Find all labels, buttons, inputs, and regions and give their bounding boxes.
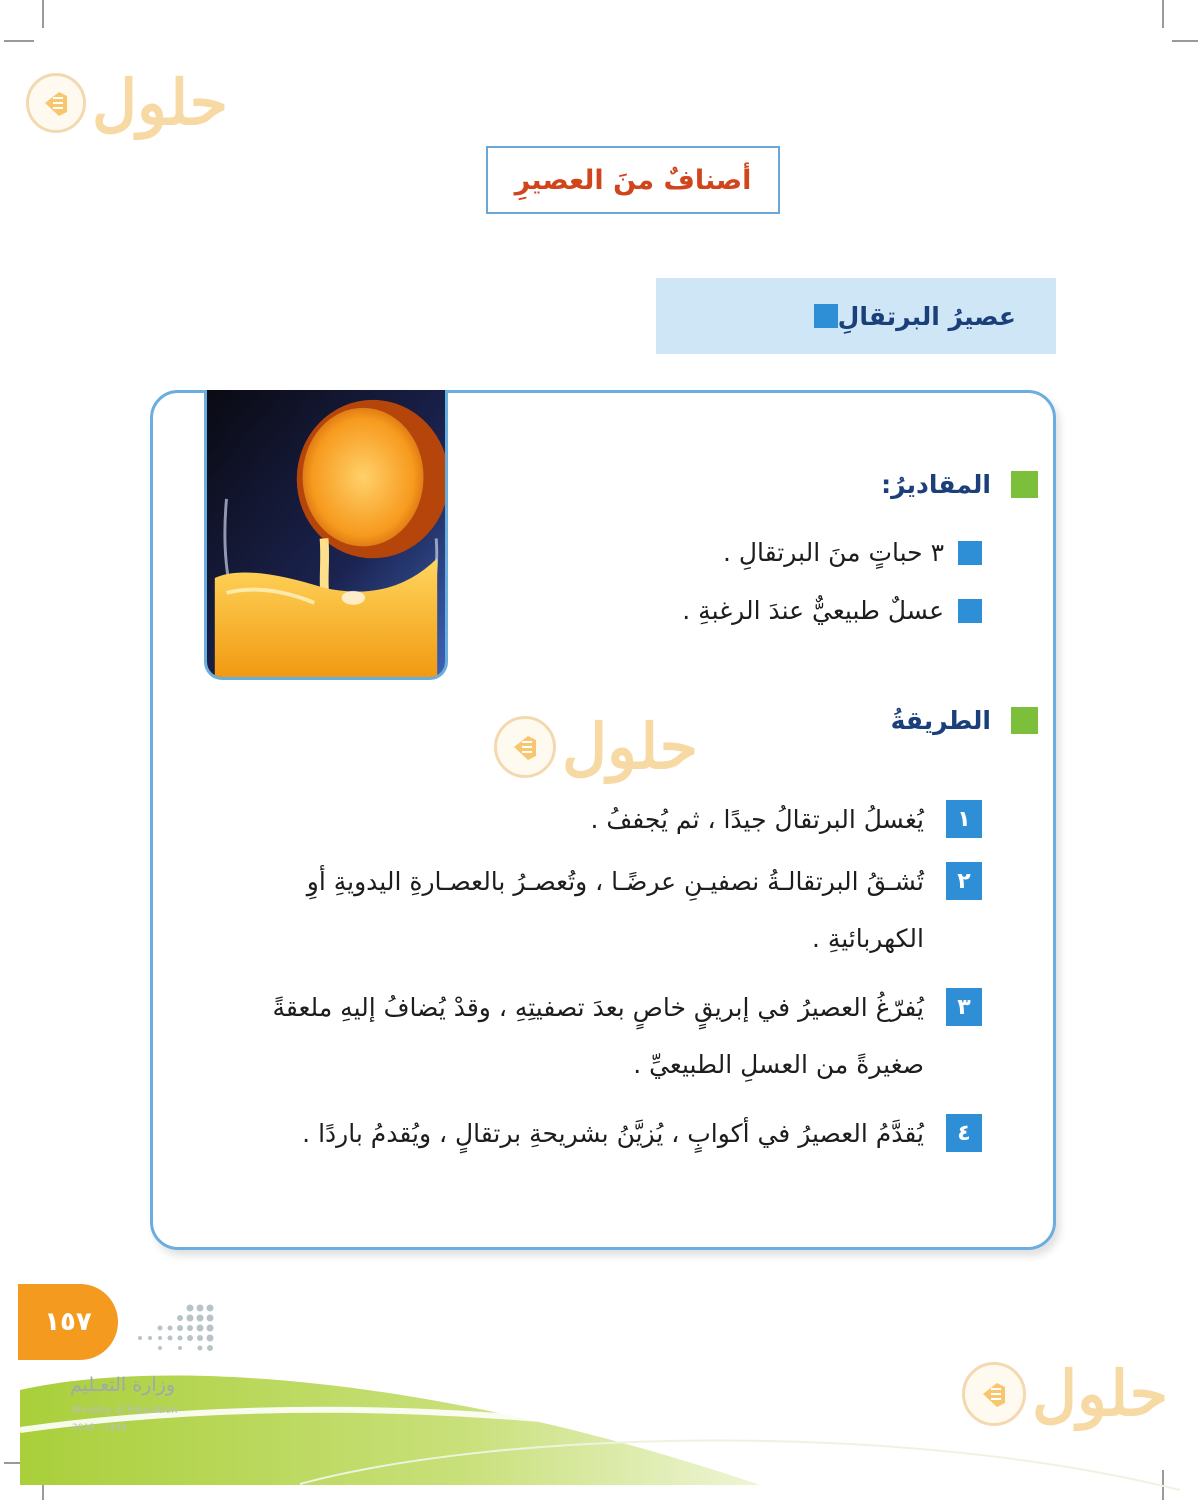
method-heading: الطريقةُ <box>890 706 991 735</box>
ingredients-heading: المقاديرُ: <box>881 470 991 499</box>
watermark-logo <box>26 66 228 139</box>
step-text: يُغسلُ البرتقالُ جيدًا ، ثم يُجففُ . <box>590 804 924 834</box>
crop-mark <box>42 0 44 28</box>
section-bullet-icon <box>814 304 838 328</box>
ingredient-bullet-icon <box>958 599 982 623</box>
method-step <box>302 1114 982 1152</box>
watermark-word: حلول <box>562 710 698 783</box>
ingredient-bullet-icon <box>958 541 982 565</box>
step-number-badge: ٢ <box>946 862 982 900</box>
section-title: عصيرُ البرتقالِ <box>837 301 1016 331</box>
ingredients-bullet-icon <box>1011 471 1038 498</box>
orange-juice-photo <box>204 390 448 680</box>
ingredient-text: عسلٌ طبيعيٌّ عندَ الرغبةِ . <box>682 596 944 625</box>
crop-mark <box>4 40 34 42</box>
page-title: أصنافٌ منَ العصيرِ <box>514 164 752 196</box>
step-continuation <box>633 1050 924 1079</box>
method-bullet-icon <box>1011 707 1038 734</box>
step-number-badge: ١ <box>946 800 982 838</box>
ministry-name-ar: وزارة التعـليم <box>70 1374 176 1396</box>
watermark-logo <box>962 1357 1168 1430</box>
watermark-word: حلول <box>92 66 228 139</box>
watermark-word: حلول <box>1032 1357 1168 1430</box>
step-text: صغيرةً من العسلِ الطبيعيِّ . <box>633 1050 924 1079</box>
ingredients-heading-row <box>881 470 1038 499</box>
step-text: الكهربائيةِ . <box>811 924 924 953</box>
ministry-name-en: Ministry of Education <box>72 1405 178 1416</box>
page-number: ١٥٧ <box>44 1307 92 1337</box>
watermark-seal-icon <box>494 716 556 778</box>
step-text: يُقدَّمُ العصيرُ في أكوابٍ ، يُزيَّنُ بشريحةِ برتقالٍ ، ويُقدمُ باردًا . <box>302 1118 924 1148</box>
step-continuation <box>812 924 924 953</box>
crop-mark <box>1172 40 1198 42</box>
step-text: تُشـقُ البرتقالـةُ نصفيـنِ عرضًـا ، وتُعصـرُ بالعصـارةِ اليدويةِ أوِ <box>306 866 924 896</box>
ministry-year: 2018 - 1440 <box>72 1423 127 1433</box>
method-step <box>272 988 982 1026</box>
ingredient-item <box>682 596 982 625</box>
step-number-badge: ٣ <box>946 988 982 1026</box>
crop-mark <box>1162 0 1164 28</box>
page-title-box <box>486 146 780 214</box>
ingredient-text: ٣ حباتٍ منَ البرتقالِ . <box>722 538 944 567</box>
watermark-seal-icon <box>962 1362 1026 1426</box>
watermark-logo <box>494 710 698 783</box>
method-step <box>590 800 982 838</box>
step-text: يُفرّغُ العصيرُ في إبريقٍ خاصٍ بعدَ تصفيتِهِ ، وقدْ يُضافُ إليهِ ملعقةً <box>272 992 924 1022</box>
step-number-badge: ٤ <box>946 1114 982 1152</box>
section-header <box>656 278 1056 354</box>
page-number-tab <box>18 1284 118 1360</box>
method-step <box>307 862 982 900</box>
ingredient-item <box>723 538 982 567</box>
method-heading-row <box>891 706 1038 735</box>
watermark-seal-icon <box>26 73 86 133</box>
